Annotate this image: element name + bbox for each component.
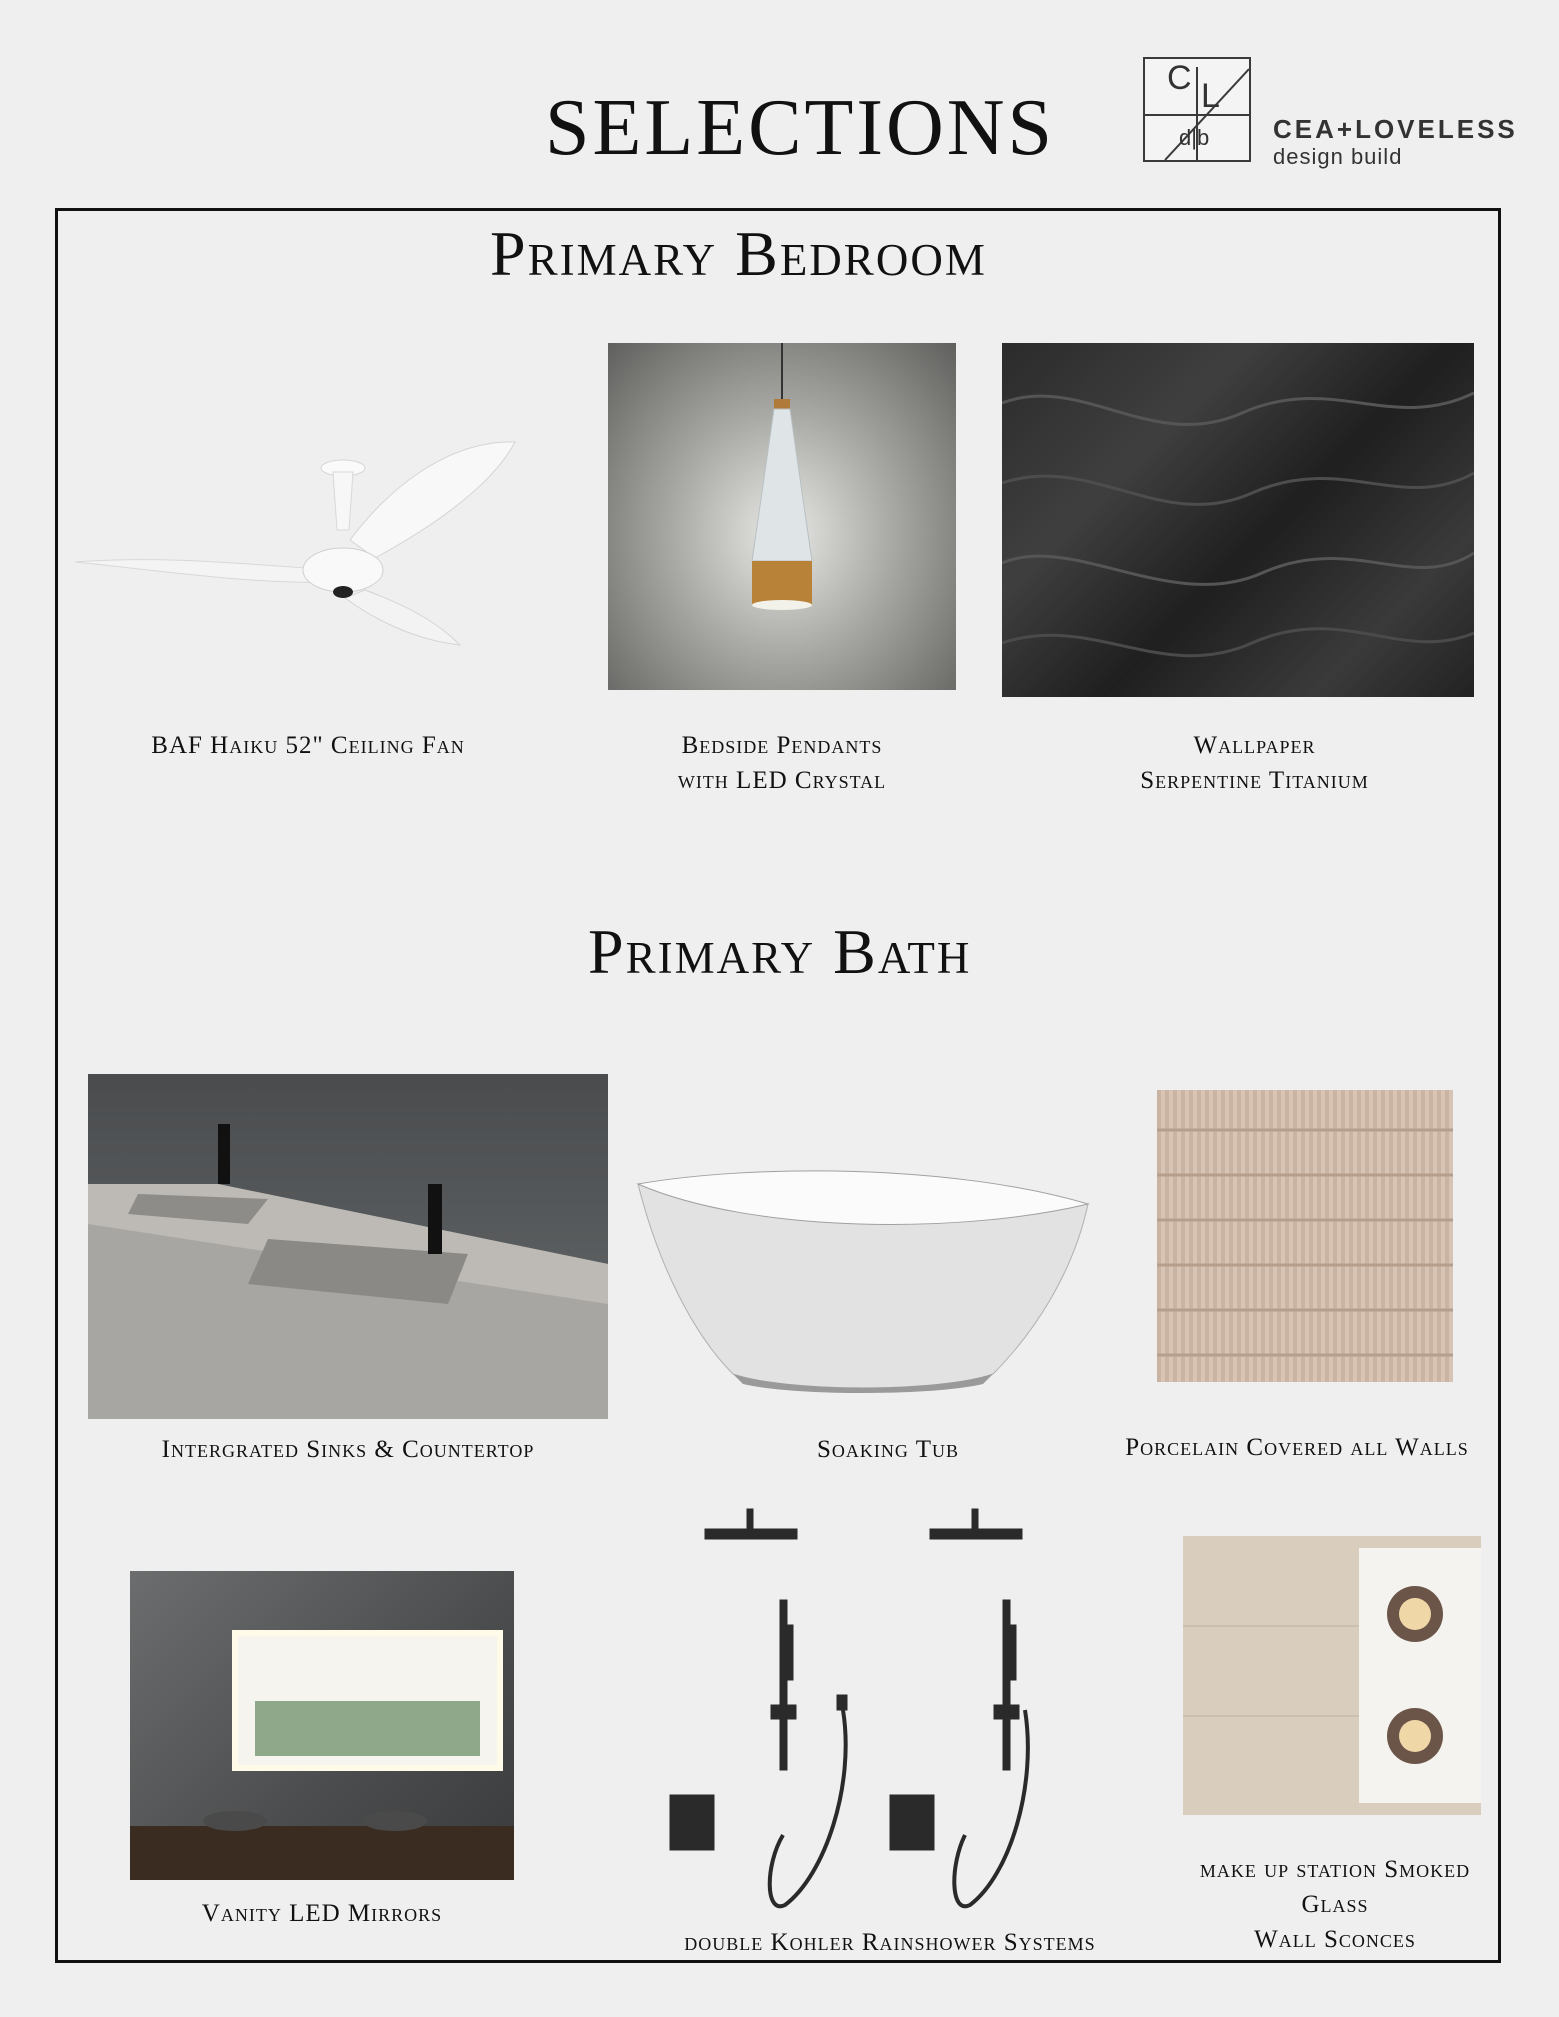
caption-line: Intergrated Sinks & Countertop bbox=[161, 1436, 535, 1463]
vanity-mirror-image bbox=[130, 1571, 514, 1880]
rainshower-system-image bbox=[665, 1505, 1045, 1925]
caption-wallpaper bbox=[1002, 728, 1507, 798]
caption-vanity bbox=[130, 1896, 514, 1931]
company-logo-mark bbox=[1143, 57, 1251, 162]
caption-line: Wallpaper bbox=[1193, 732, 1316, 759]
caption-sconces bbox=[1130, 1852, 1540, 1957]
ceiling-fan-image bbox=[75, 420, 535, 650]
caption-line: Glass bbox=[1301, 1891, 1369, 1918]
caption-porcelain bbox=[1092, 1430, 1502, 1465]
caption-line: Wall Sconces bbox=[1254, 1926, 1416, 1953]
caption-line: Bedside Pendants bbox=[681, 732, 883, 759]
caption-line: Vanity LED Mirrors bbox=[201, 1900, 443, 1927]
caption-line: Soaking Tub bbox=[817, 1436, 959, 1463]
logo-letter-l: L bbox=[1201, 77, 1220, 115]
sink-countertop-image bbox=[88, 1074, 608, 1419]
section-heading-bedroom: Primary Bedroom bbox=[490, 218, 987, 289]
pendant-light-image bbox=[608, 343, 956, 690]
wallpaper-swatch-image bbox=[1002, 343, 1474, 697]
section-heading-bath: Primary Bath bbox=[588, 916, 972, 987]
caption-line: BAF Haiku 52" Ceiling Fan bbox=[151, 732, 465, 759]
caption-line: Serpentine Titanium bbox=[1140, 767, 1369, 794]
caption-rainshower bbox=[640, 1925, 1140, 1960]
company-name: CEA+LOVELESS bbox=[1273, 114, 1518, 144]
caption-pendants bbox=[608, 728, 956, 798]
caption-tub bbox=[733, 1432, 1043, 1467]
caption-line: Porcelain Covered all Walls bbox=[1125, 1434, 1469, 1461]
wall-sconce-image bbox=[1183, 1536, 1481, 1815]
caption-line: with LED Crystal bbox=[677, 767, 887, 794]
porcelain-tile-image bbox=[1157, 1090, 1453, 1382]
caption-line: double Kohler Rainshower Systems bbox=[684, 1929, 1096, 1956]
caption-sinks bbox=[88, 1432, 608, 1467]
caption-line: make up station Smoked bbox=[1199, 1856, 1471, 1883]
soaking-tub-image bbox=[633, 1164, 1093, 1394]
company-tagline: design build bbox=[1273, 144, 1403, 169]
page-title: SELECTIONS bbox=[545, 84, 1055, 172]
logo-letters-db: d|b bbox=[1179, 125, 1210, 150]
caption-ceiling-fan bbox=[108, 728, 508, 763]
logo-letter-c: C bbox=[1167, 59, 1192, 97]
